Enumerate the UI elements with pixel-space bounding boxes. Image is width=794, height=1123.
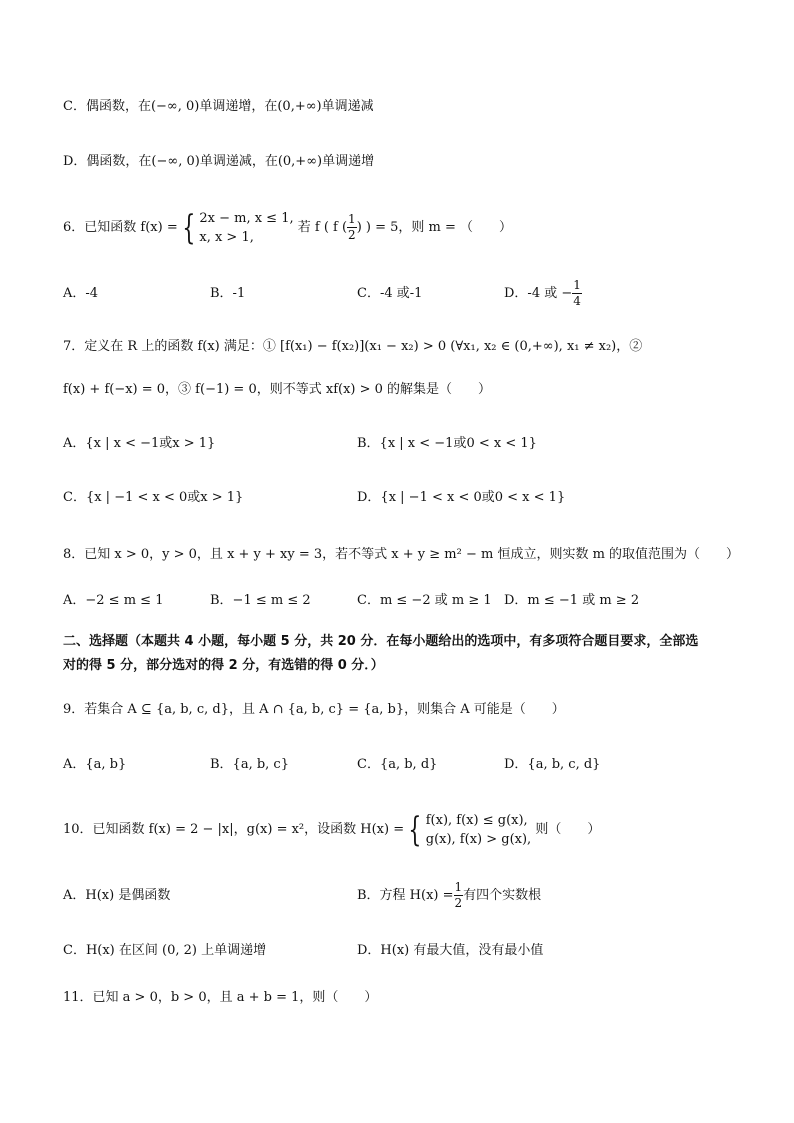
q6-piecewise (199, 209, 293, 247)
q10-stem-suffix: 则（ ） (531, 822, 601, 837)
q7-option-d: D．{x | −1 < x < 0或0 < x < 1} (357, 490, 566, 505)
q6-option-a: A．-4 (63, 286, 99, 301)
q6-option-b: B．-1 (210, 286, 246, 301)
q7-stem-line2: f(x) + f(−x) = 0，③ f(−1) = 0，则不等式 xf(x) > 0 的解集是（ ） (63, 382, 492, 397)
q6-fraction-den: 2 (348, 228, 356, 242)
q10-option-b-prefix: B．方程 H(x) = (357, 888, 454, 903)
q8-option-c: C．m ≤ −2 或 m ≥ 1 (357, 593, 492, 608)
q6-fraction-num: 1 (348, 212, 356, 226)
q7-option-c: C．{x | −1 < x < 0或x > 1} (63, 490, 244, 505)
q9-stem: 9．若集合 A ⊆ {a, b, c, d}，且 A ∩ {a, b, c} = {a, b}，则集合 A 可能是（ ） (63, 702, 565, 717)
q6-stem-suffix: ) ) = 5，则 m = （ ） (356, 220, 513, 235)
q10-option-d: D．H(x) 有最大值，没有最小值 (357, 943, 544, 958)
q6-option-d-den: 4 (573, 294, 581, 308)
q6-stem (63, 208, 512, 248)
q10-option-a: A．H(x) 是偶函数 (63, 888, 171, 903)
q10-option-c: C．H(x) 在区间 (0, 2) 上单调递增 (63, 943, 267, 958)
q10-piecewise (426, 811, 531, 849)
q6-option-d (504, 275, 582, 313)
q10-stem (63, 810, 600, 850)
q5-option-c: C．偶函数，在(−∞, 0)单调递增，在(0,+∞)单调递减 (63, 99, 374, 114)
q6-option-d-num: 1 (573, 278, 581, 292)
section-2-heading-line1: 二、选择题（本题共 4 小题，每小题 5 分，共 20 分．在每小题给出的选项中，有多项符合题目要求，全部选 (63, 634, 699, 649)
q10-option-b-num: 1 (454, 880, 463, 894)
q7-option-b: B．{x | x < −1或0 < x < 1} (357, 436, 537, 451)
q10-option-b (357, 877, 541, 915)
q9-option-a: A．{a, b} (63, 757, 127, 772)
q6-stem-prefix: 6．已知函数 f(x) = (63, 220, 178, 235)
q6-brace: { (182, 207, 196, 248)
q10-option-b-suffix: 有四个实数根 (463, 888, 542, 903)
q10-option-b-fraction (454, 880, 464, 911)
q6-stem-mid: 若 f ( f ( (293, 220, 348, 235)
q11-stem: 11．已知 a > 0，b > 0，且 a + b = 1，则（ ） (63, 990, 378, 1005)
q8-option-a: A．−2 ≤ m ≤ 1 (63, 593, 164, 608)
q7-option-a: A．{x | x < −1或x > 1} (63, 436, 216, 451)
q5-option-d: D．偶函数，在(−∞, 0)单调递减，在(0,+∞)单调递增 (63, 154, 375, 169)
q9-option-d: D．{a, b, c, d} (504, 757, 601, 772)
q9-option-b: B．{a, b, c} (210, 757, 289, 772)
q9-option-c: C．{a, b, d} (357, 757, 438, 772)
section-2-heading-line2: 对的得 5 分，部分选对的得 2 分，有选错的得 0 分．） (63, 658, 384, 673)
q10-stem-prefix: 10．已知函数 f(x) = 2 − |x|，g(x) = x²，设函数 H(x) = (63, 822, 405, 837)
q10-case-2: g(x), f(x) > g(x), (425, 831, 532, 847)
q6-option-d-prefix: D．-4 或 − (504, 286, 573, 301)
q6-option-d-fraction (572, 278, 582, 309)
q8-option-d: D．m ≤ −1 或 m ≥ 2 (504, 593, 640, 608)
q8-stem: 8．已知 x > 0，y > 0，且 x + y + xy = 3，若不等式 x + y ≥ m² − m 恒成立，则实数 m 的取值范围为（ ） (63, 547, 740, 562)
q6-fraction (347, 212, 357, 243)
q10-case-1: f(x), f(x) ≤ g(x), (425, 812, 528, 828)
q7-stem-line1: 7．定义在 R 上的函数 f(x) 满足：① [f(x₁) − f(x₂)](x₁ − x₂) > 0 (∀x₁, x₂ ∈ (0,+∞), x₁ ≠ x₂)，② (63, 339, 643, 354)
q6-case-2: x, x > 1, (199, 229, 254, 245)
q8-option-b: B．−1 ≤ m ≤ 2 (210, 593, 311, 608)
q6-option-c: C．-4 或-1 (357, 286, 423, 301)
q10-brace: { (408, 809, 422, 850)
q10-option-b-den: 2 (454, 896, 463, 910)
q6-case-1: 2x − m, x ≤ 1, (199, 210, 294, 226)
